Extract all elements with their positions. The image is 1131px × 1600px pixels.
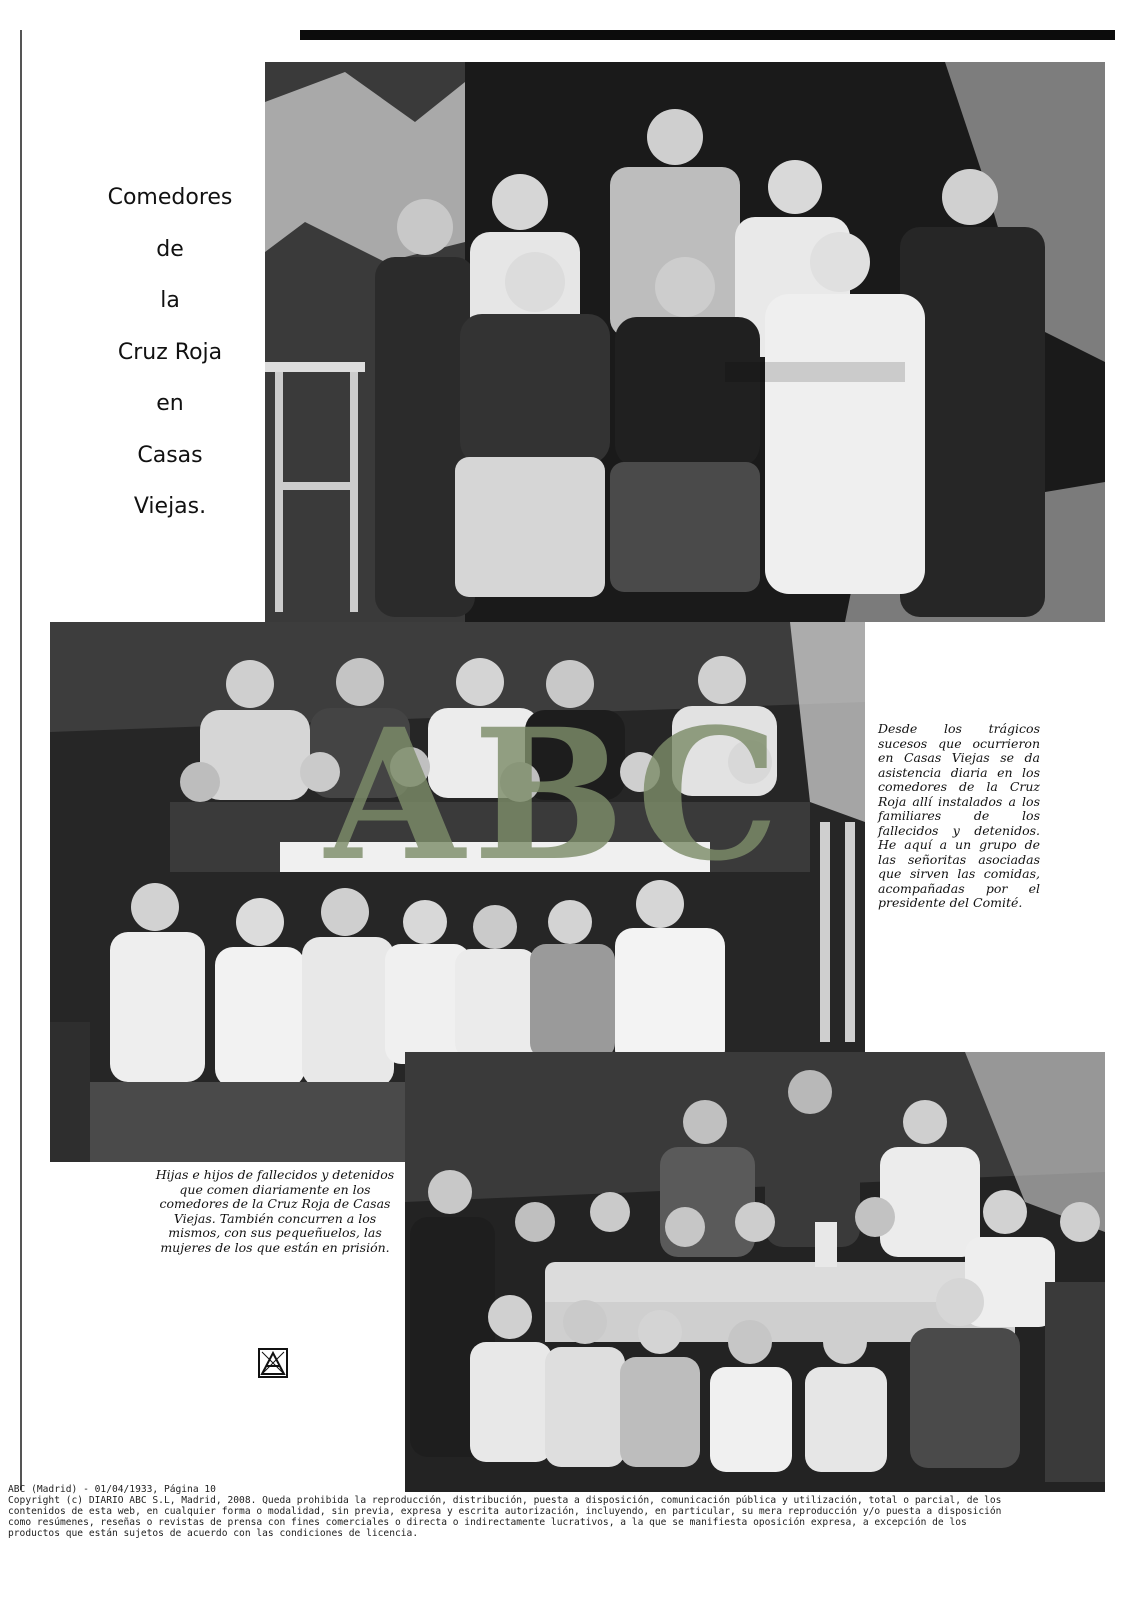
caption-children-photo: Hijas e hijos de fallecidos y detenidos que comen diariamente en los comedores de la Cruz Roja de Casas Viejas. También concurren a los mismos, con sus pequeñuelos, las mujeres de los que están en prisión. [155, 1167, 395, 1255]
footer-source: ABC (Madrid) - 01/04/1933, Página 10 [8, 1484, 216, 1495]
headline-line: Comedores [107, 185, 233, 210]
footer [8, 1484, 1123, 1539]
dining-photo-icon [405, 1052, 1105, 1492]
page-edge-rule [20, 30, 22, 1490]
headline-line: Casas [137, 442, 203, 468]
photo-red-cross-ladies [265, 62, 1105, 622]
footer-copyright-line: como resúmenes, reseñas o revistas de prensa con fines comerciales o directa o indirectamente lucrativos, a la que se manifiesta oposición expresa, a excepción de los [8, 1517, 967, 1528]
headline-line: de [156, 236, 184, 262]
footer-copyright-line: Copyright (c) DIARIO ABC S.L, Madrid, 2008. Queda prohibida la reproducción, distribución, puesta a disposición, comunicación pública y utilización, total o parcial, de los [8, 1495, 1002, 1506]
newspaper-ornament-icon [258, 1348, 288, 1378]
headline-line: Viejas. [133, 494, 207, 519]
abc-watermark: ABC [325, 690, 788, 901]
footer-copyright-line: contenidos de esta web, en cualquier forma o modalidad, sin previa, expresa y escrita autorización, incluyendo, en particular, su mera reproducción y/o puesta a disposición [8, 1506, 1002, 1517]
headline-line: en [156, 391, 184, 416]
headline-line: Cruz Roja [117, 339, 223, 365]
header-rule [300, 30, 1115, 40]
photo-dining-children [405, 1052, 1105, 1492]
headline [80, 172, 260, 533]
footer-copyright-line: productos que están sujetos de acuerdo con las condiciones de licencia. [8, 1528, 419, 1539]
headline-line: la [160, 288, 180, 313]
group-photo-icon [265, 62, 1105, 622]
caption-ladies-photo: Desde los trágicos sucesos que ocurrieron en Casas Viejas se da asistencia diaria en los comedores de la Cruz Roja allí instalados a los familiares de los fallecidos y detenidos. He aquí a un grupo de las señoritas asociadas que sirven las comidas, acompañadas por el presidente del Comité. [878, 721, 1040, 910]
